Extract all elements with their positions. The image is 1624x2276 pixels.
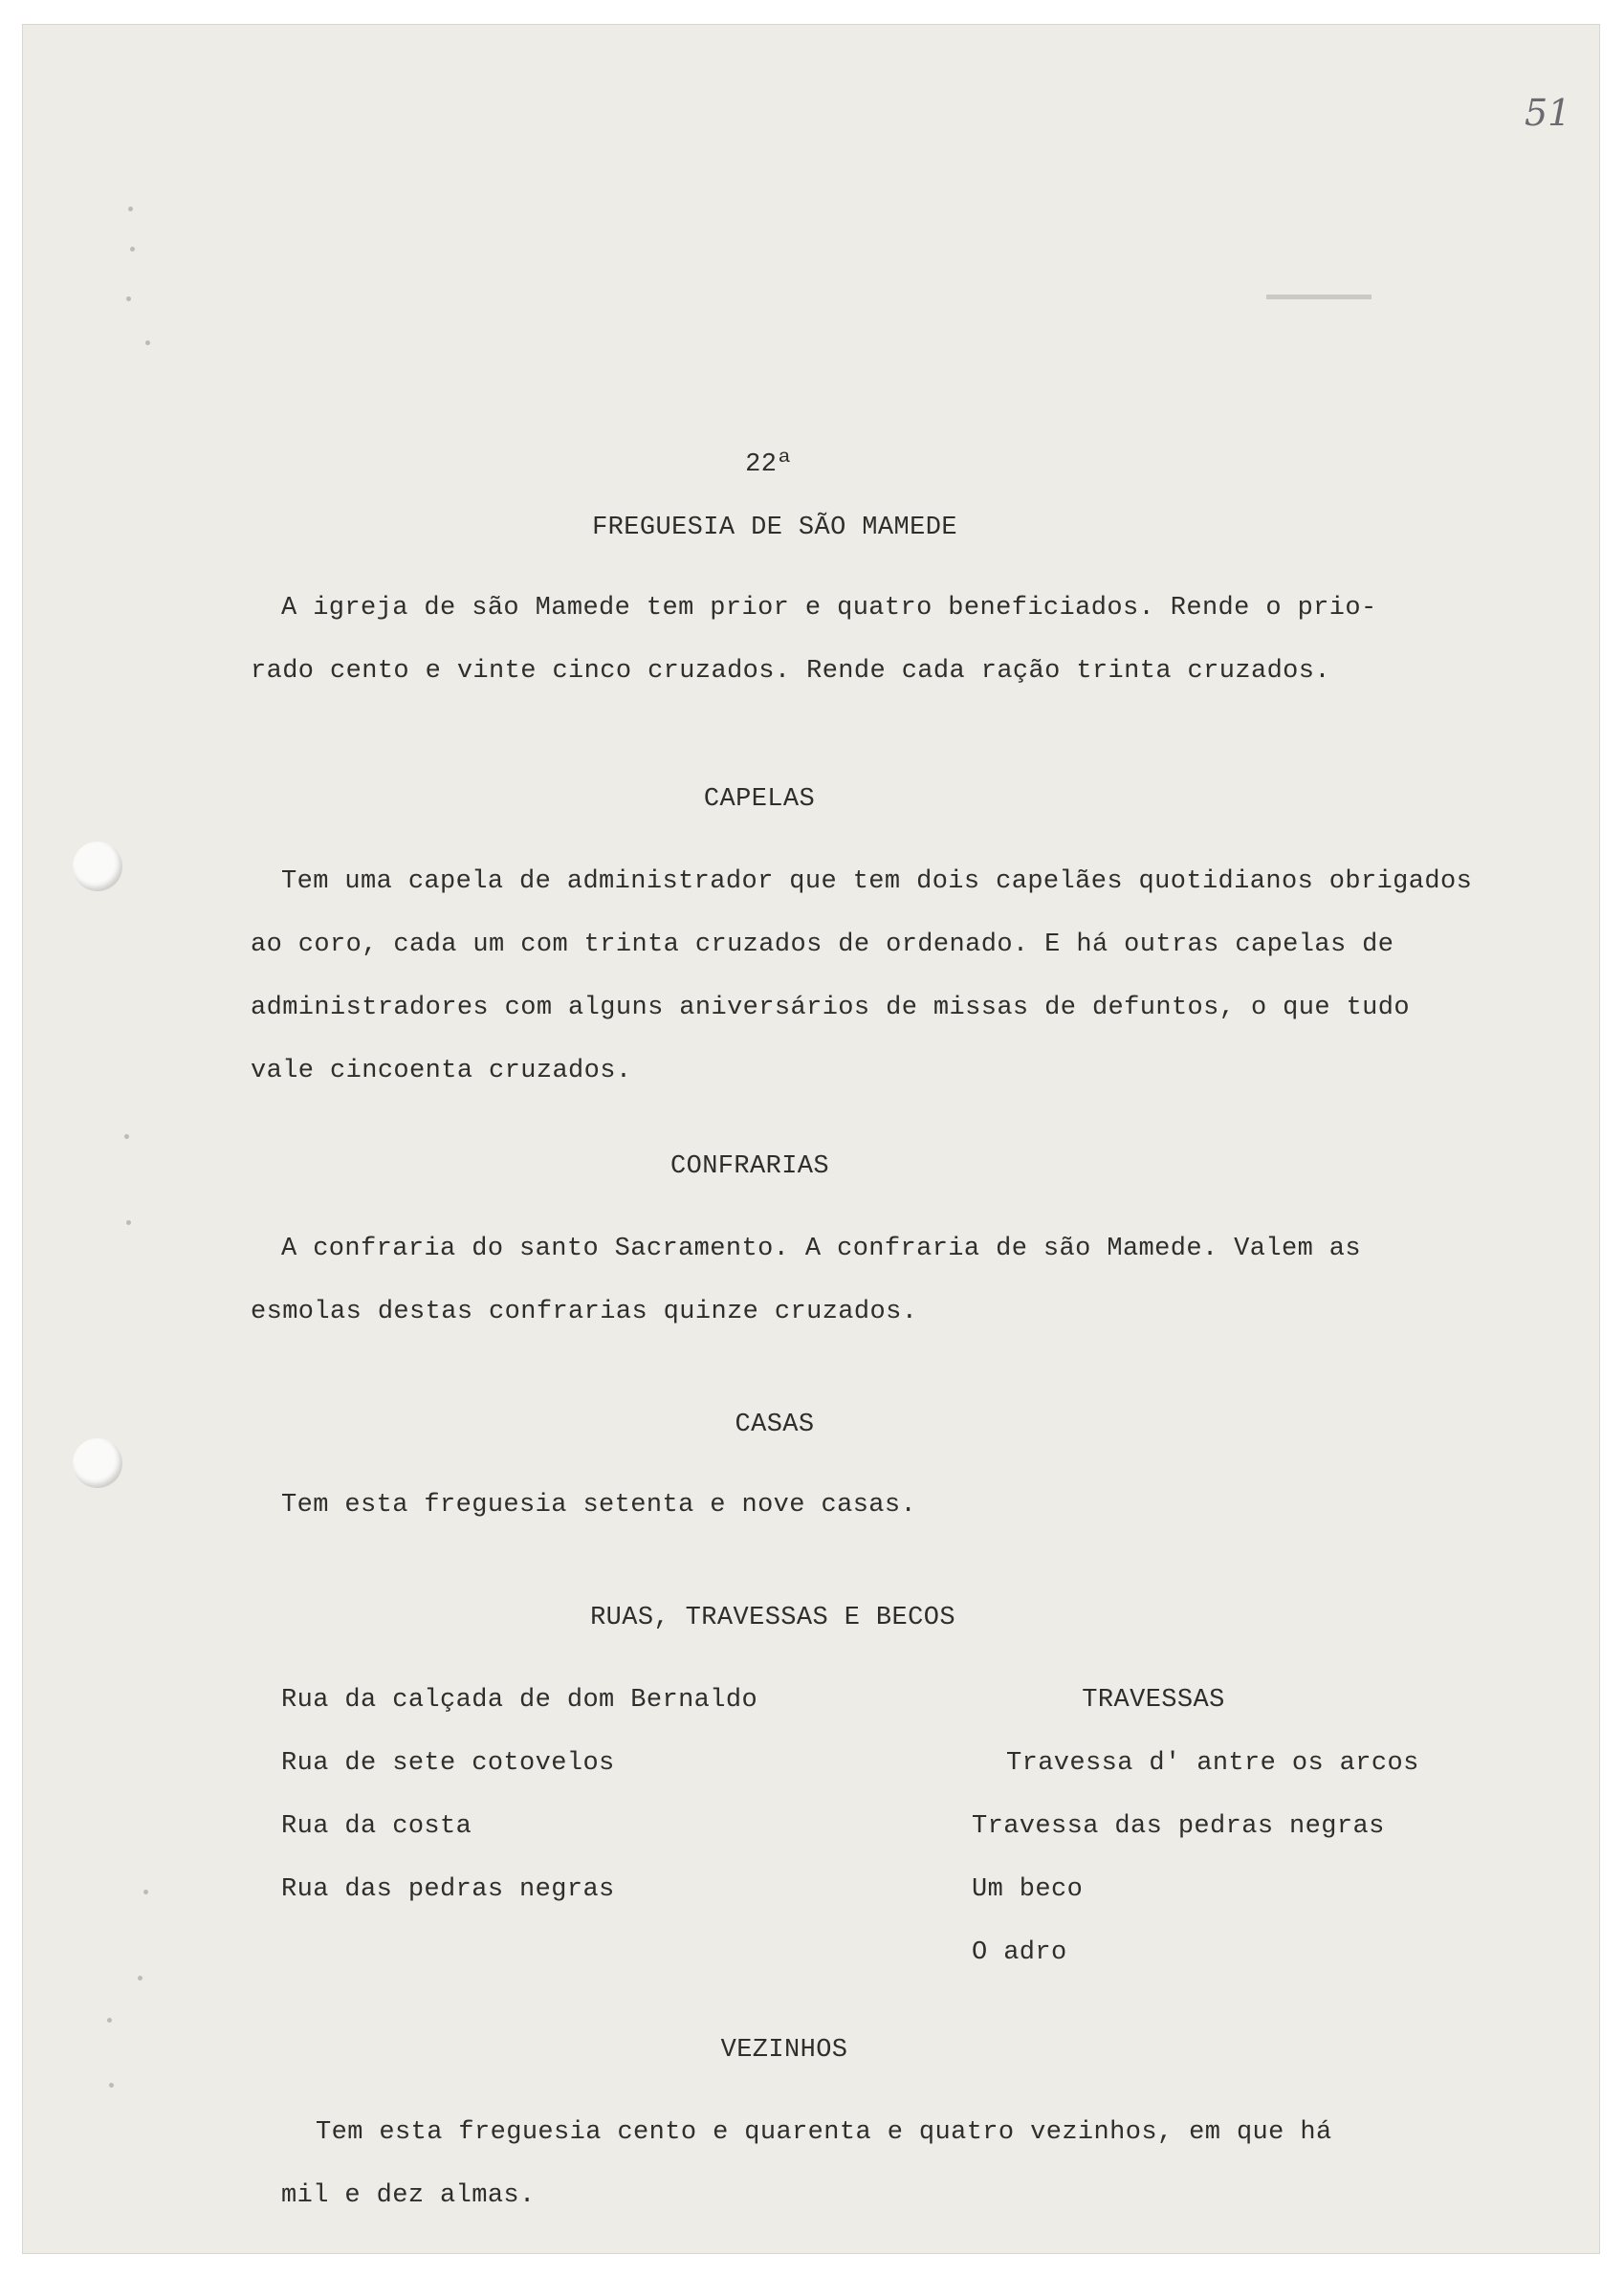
vezinhos-line: Tem esta freguesia cento e quarenta e quatro vezinhos, em que há	[316, 2118, 1332, 2147]
travessas-heading: TRAVESSAS	[1082, 1686, 1225, 1715]
rua-item: Rua da calçada de dom Bernaldo	[281, 1686, 758, 1715]
paper-speck	[128, 207, 133, 211]
confrarias-line: esmolas destas confrarias quinze cruzados.	[251, 1298, 918, 1326]
intro-line: A igreja de são Mamede tem prior e quatro beneficiados. Rende o prio-	[281, 594, 1377, 623]
ink-smudge	[1266, 295, 1372, 299]
paper-speck	[109, 2083, 114, 2088]
travessa-item: Travessa d' antre os arcos	[1006, 1749, 1419, 1778]
travessa-item: Travessa das pedras negras	[972, 1812, 1385, 1841]
paper-speck	[138, 1976, 143, 1981]
travessa-item: Um beco	[972, 1875, 1084, 1904]
document-page	[23, 25, 1599, 2253]
capelas-line: administradores com alguns aniversários de missas de defuntos, o que tudo	[251, 994, 1410, 1022]
paper-speck	[143, 1890, 148, 1894]
paper-speck	[107, 2018, 112, 2023]
number-heading: 22ª	[745, 450, 793, 479]
rua-item: Rua de sete cotovelos	[281, 1749, 615, 1778]
punch-hole-top	[73, 842, 122, 891]
vezinhos-line: mil e dez almas.	[281, 2181, 536, 2210]
ruas-heading: RUAS, TRAVESSAS E BECOS	[590, 1604, 955, 1632]
paper-speck	[126, 1220, 131, 1225]
paper-speck	[124, 1134, 129, 1139]
rua-item: Rua das pedras negras	[281, 1875, 615, 1904]
paper-speck	[130, 247, 135, 252]
paper-speck	[145, 340, 150, 345]
handwritten-page-number: 51	[1525, 92, 1571, 134]
vezinhos-heading: VEZINHOS	[720, 2036, 848, 2065]
page-title: FREGUESIA DE SÃO MAMEDE	[592, 514, 957, 542]
paper-speck	[126, 296, 131, 301]
confrarias-heading: CONFRARIAS	[669, 1152, 830, 1181]
casas-heading: CASAS	[735, 1411, 815, 1439]
rua-item: Rua da costa	[281, 1812, 472, 1841]
confrarias-line: A confraria do santo Sacramento. A confraria de são Mamede. Valem as	[281, 1235, 1361, 1263]
capelas-heading: CAPELAS	[703, 785, 816, 814]
capelas-line: ao coro, cada um com trinta cruzados de ordenado. E há outras capelas de	[251, 930, 1394, 959]
punch-hole-bottom	[73, 1438, 122, 1488]
intro-line: rado cento e vinte cinco cruzados. Rende cada ração trinta cruzados.	[251, 657, 1330, 686]
travessa-item: O adro	[972, 1938, 1067, 1967]
capelas-line: Tem uma capela de administrador que tem dois capelães quotidianos obrigados	[281, 867, 1473, 896]
casas-line: Tem esta freguesia setenta e nove casas.	[281, 1491, 917, 1520]
capelas-line: vale cincoenta cruzados.	[251, 1057, 632, 1085]
